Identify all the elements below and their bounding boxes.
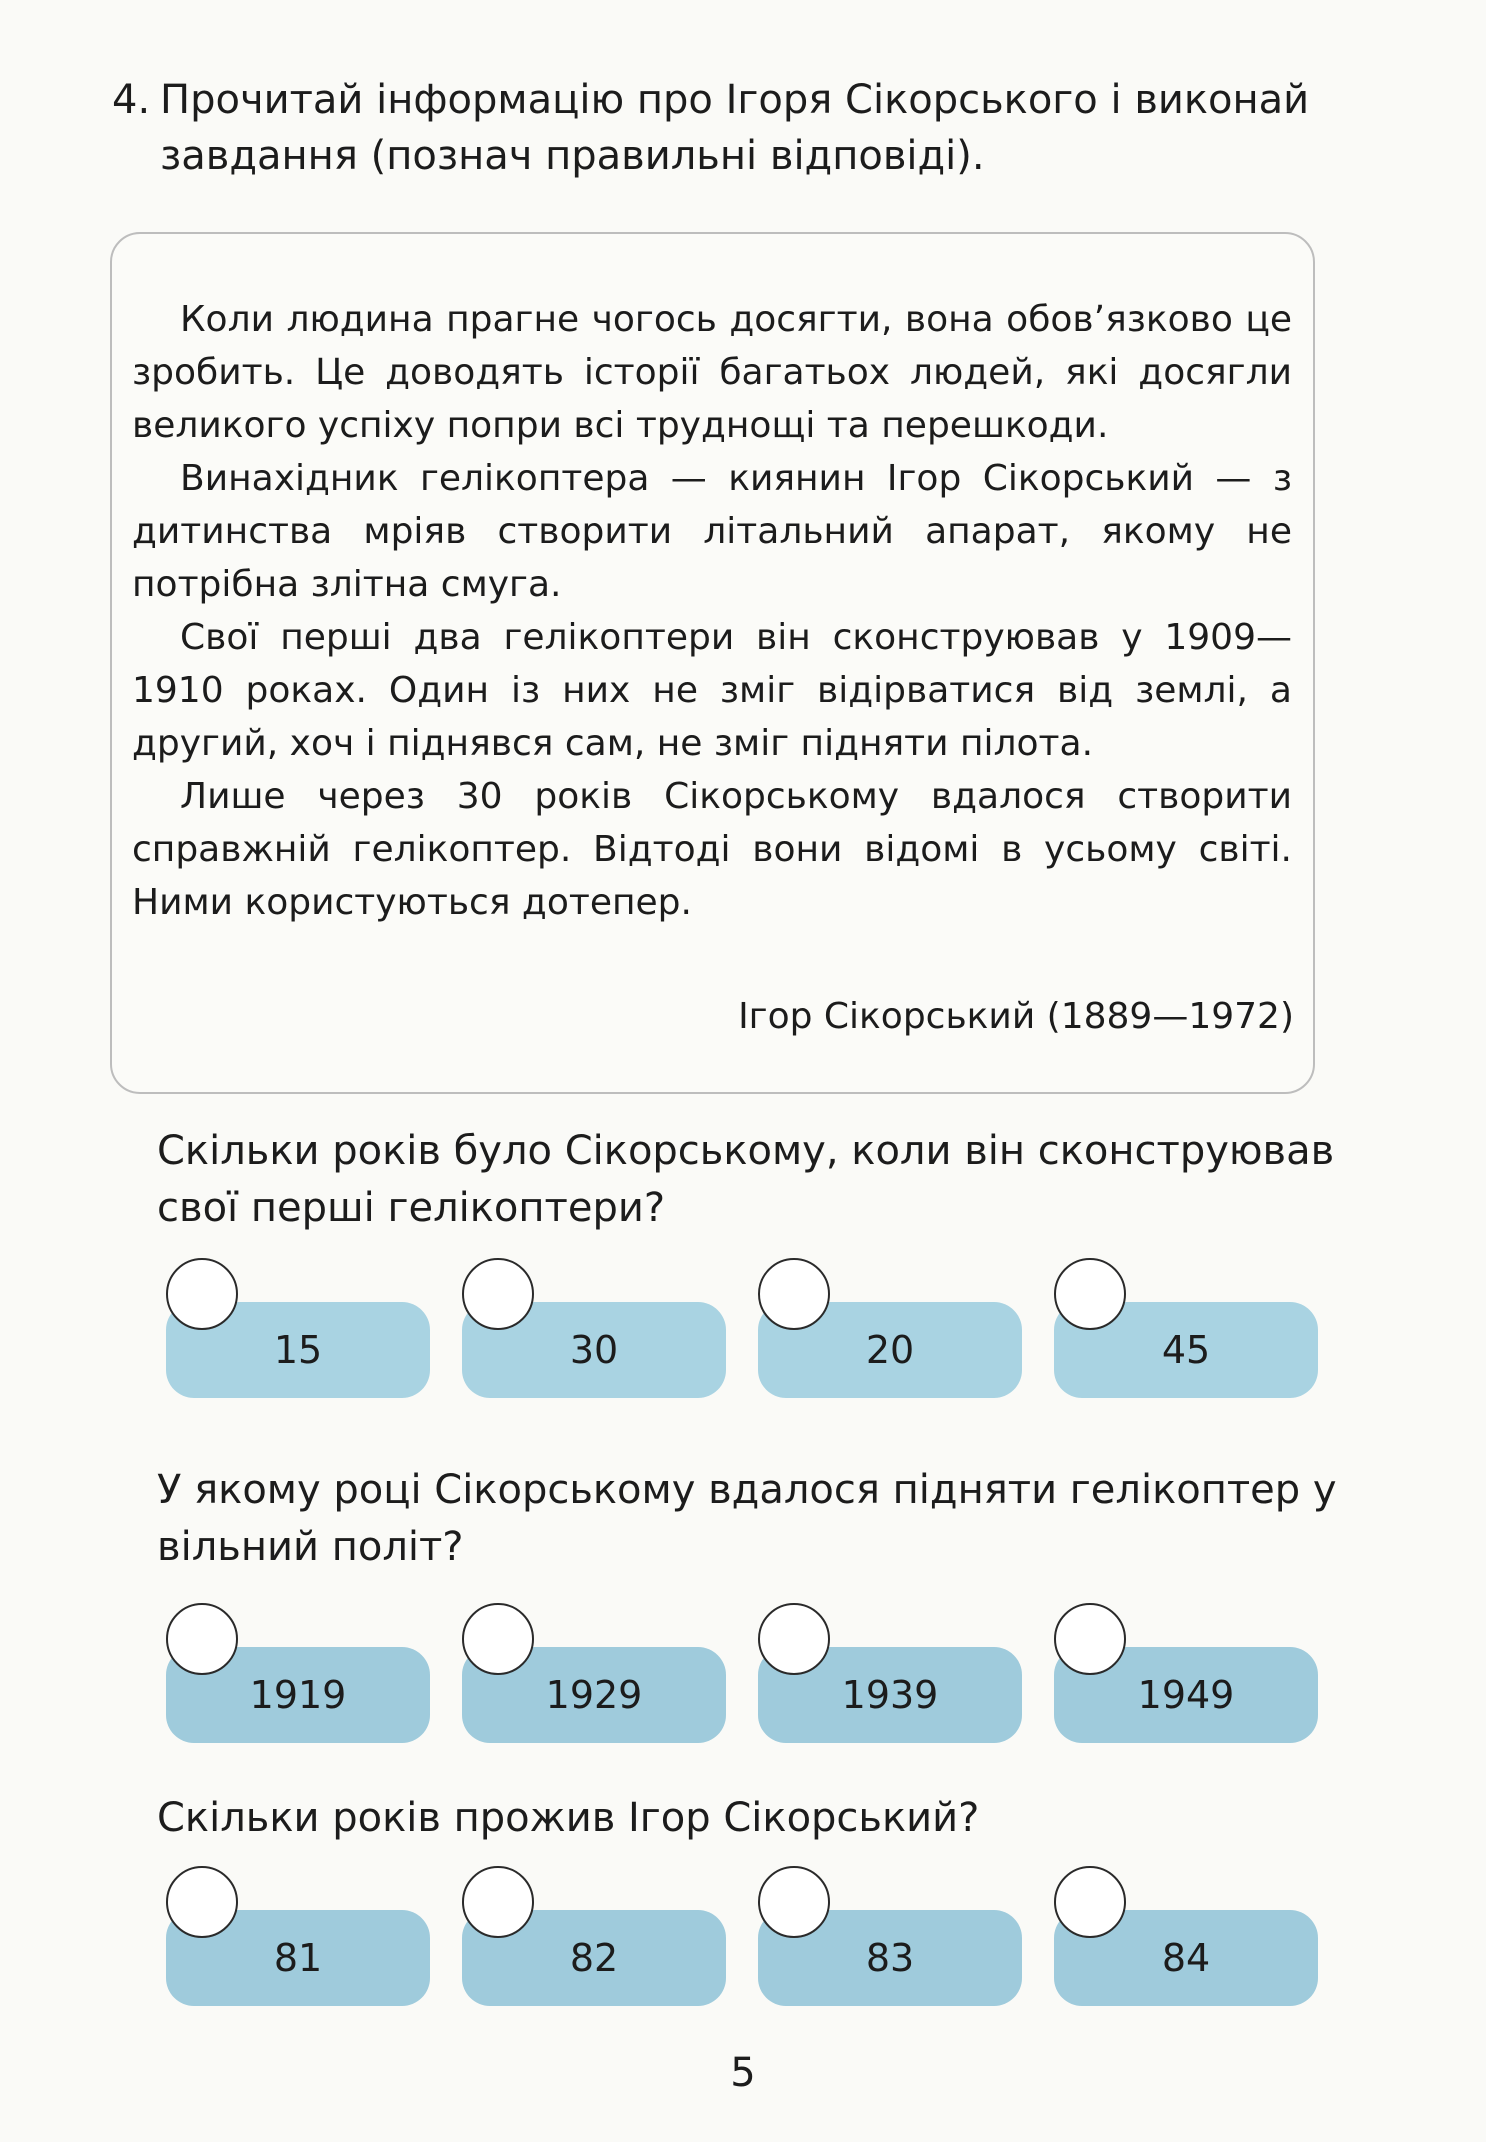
question-1-text: Скільки років було Сікорському, коли він сконструював свої перші гелікоптери? bbox=[157, 1128, 1335, 1231]
answer-label: 1939 bbox=[758, 1647, 1022, 1743]
answer-option[interactable] bbox=[758, 1603, 1022, 1717]
answer-checkbox[interactable] bbox=[166, 1258, 238, 1330]
answer-option[interactable] bbox=[166, 1603, 430, 1717]
answer-option[interactable] bbox=[758, 1866, 1022, 1980]
question-3-text: Скільки років прожив Ігор Сікорський? bbox=[157, 1795, 980, 1841]
answer-option[interactable] bbox=[462, 1603, 726, 1717]
question-3-options bbox=[0, 1866, 1486, 2026]
answer-checkbox[interactable] bbox=[166, 1866, 238, 1938]
question-2-text: У якому році Сікорському вдалося підняти гелікоптер у вільний політ? bbox=[157, 1467, 1337, 1570]
task-heading bbox=[112, 72, 1342, 184]
info-paragraph: Винахідник гелікоптера — киянин Ігор Сікорський — з дитинства мріяв створити літальний апарат, якому не потрібна злітна смуга. bbox=[132, 458, 1292, 605]
answer-checkbox[interactable] bbox=[758, 1866, 830, 1938]
task-number: 4. bbox=[112, 77, 151, 123]
answer-checkbox[interactable] bbox=[758, 1603, 830, 1675]
info-paragraph: Коли людина прагне чогось досягти, вона обов’язково це зробить. Це доводять історії багатьох людей, які досягли великого успіху попри всі труднощі та перешкоди. bbox=[132, 299, 1292, 446]
answer-option[interactable] bbox=[462, 1866, 726, 1980]
answer-checkbox[interactable] bbox=[462, 1603, 534, 1675]
answer-option[interactable] bbox=[1054, 1866, 1318, 1980]
answer-option[interactable] bbox=[1054, 1258, 1318, 1372]
answer-label: 83 bbox=[758, 1910, 1022, 2006]
answer-checkbox[interactable] bbox=[462, 1866, 534, 1938]
page-number: 5 bbox=[730, 2050, 756, 2096]
answer-option[interactable] bbox=[758, 1258, 1022, 1372]
answer-option[interactable] bbox=[462, 1258, 726, 1372]
task-instruction: Прочитай інформацію про Ігоря Сікорського і виконай завдання (познач правильні відповіді). bbox=[160, 77, 1310, 179]
answer-label: 15 bbox=[166, 1302, 430, 1398]
answer-checkbox[interactable] bbox=[1054, 1258, 1126, 1330]
answer-checkbox[interactable] bbox=[462, 1258, 534, 1330]
answer-label: 1949 bbox=[1054, 1647, 1318, 1743]
answer-option[interactable] bbox=[166, 1866, 430, 1980]
answer-checkbox[interactable] bbox=[1054, 1603, 1126, 1675]
info-text bbox=[132, 293, 1292, 929]
question-1-options bbox=[0, 1258, 1486, 1418]
answer-checkbox[interactable] bbox=[166, 1603, 238, 1675]
answer-label: 20 bbox=[758, 1302, 1022, 1398]
answer-checkbox[interactable] bbox=[758, 1258, 830, 1330]
info-caption: Ігор Сікорський (1889—1972) bbox=[738, 996, 1294, 1037]
answer-option[interactable] bbox=[166, 1258, 430, 1372]
answer-label: 84 bbox=[1054, 1910, 1318, 2006]
answer-label: 45 bbox=[1054, 1302, 1318, 1398]
answer-label: 1919 bbox=[166, 1647, 430, 1743]
answer-checkbox[interactable] bbox=[1054, 1866, 1126, 1938]
answer-option[interactable] bbox=[1054, 1603, 1318, 1717]
answer-label: 81 bbox=[166, 1910, 430, 2006]
answer-label: 82 bbox=[462, 1910, 726, 2006]
info-paragraph: Свої перші два гелікоптери він сконструював у 1909—1910 роках. Один із них не зміг відірватися від землі, а другий, хоч і піднявся сам, не зміг підняти пілота. bbox=[132, 617, 1292, 764]
question-2-options bbox=[0, 1603, 1486, 1763]
info-paragraph: Лише через 30 років Сікорському вдалося створити справжній гелікоптер. Відтоді вони відомі в усьому світі. Ними користуються дотепер. bbox=[132, 776, 1292, 923]
answer-label: 30 bbox=[462, 1302, 726, 1398]
answer-label: 1929 bbox=[462, 1647, 726, 1743]
